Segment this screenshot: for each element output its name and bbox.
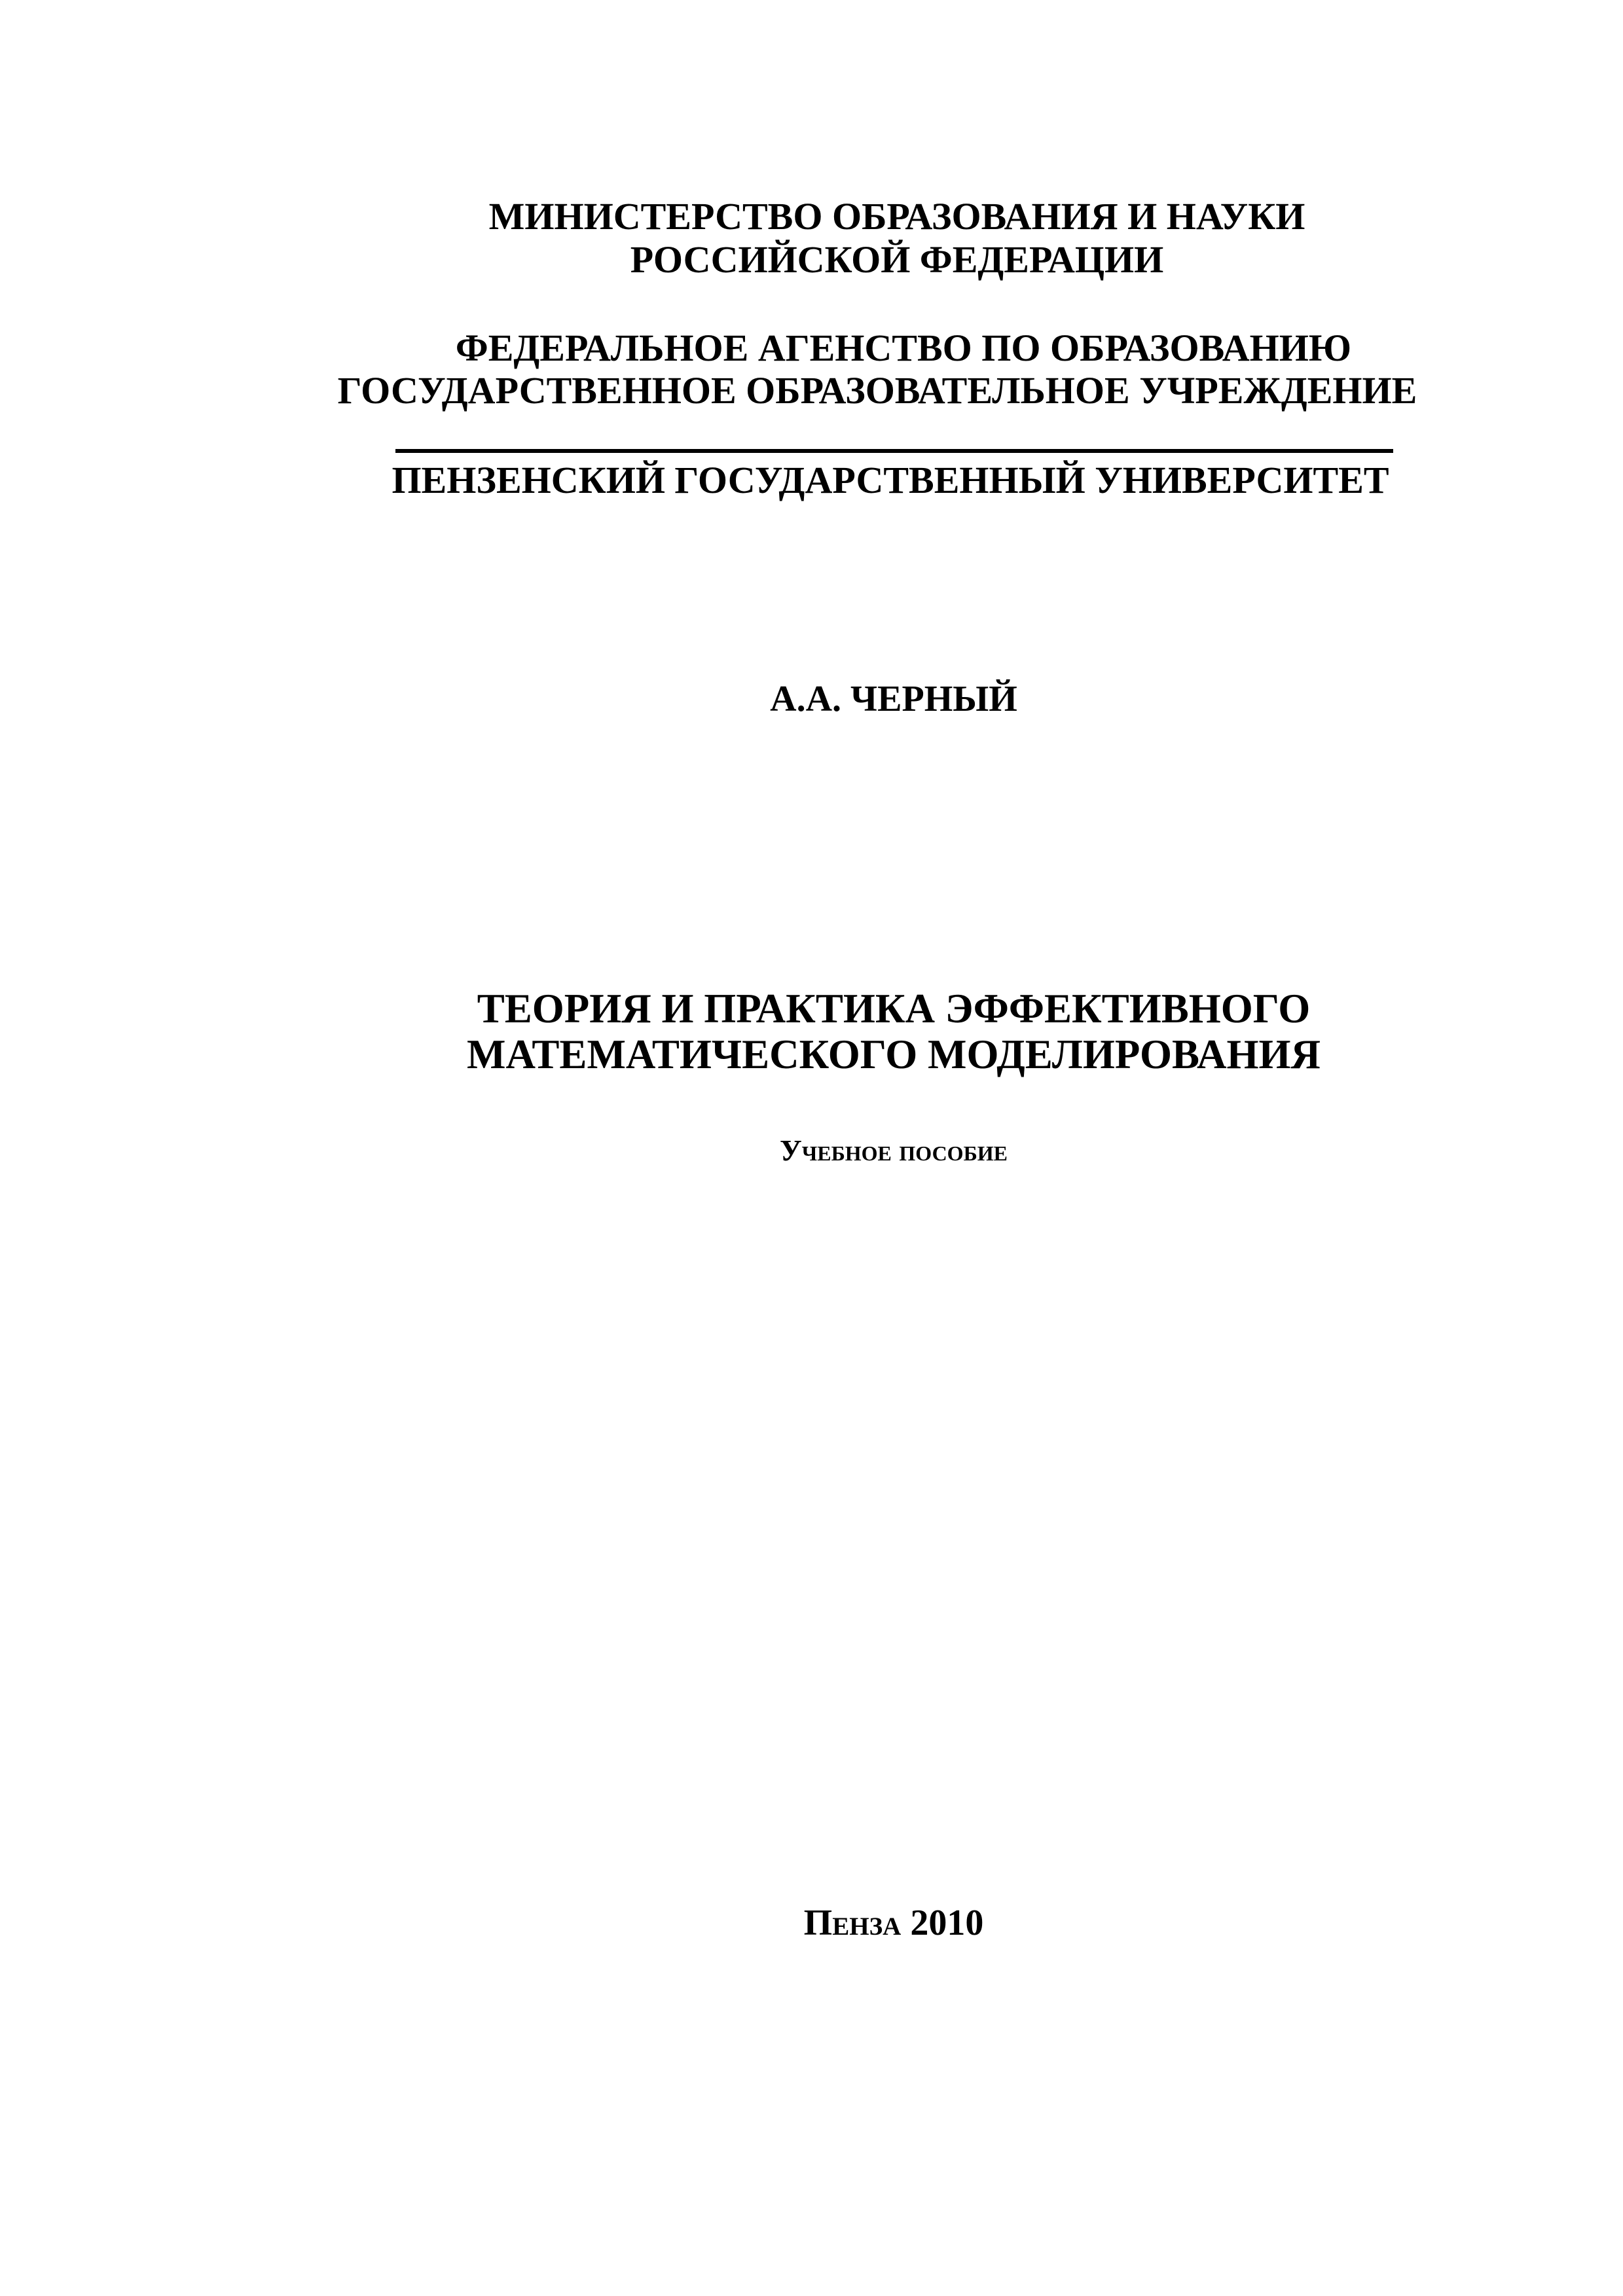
author-name: А.А. ЧЕРНЫЙ bbox=[770, 679, 1017, 719]
agency-line-1: ФЕДЕРАЛЬНОЕ АГЕНСТВО ПО ОБРАЗОВАНИЮ bbox=[455, 327, 1352, 369]
header-divider bbox=[395, 449, 1393, 453]
agency-line-2: ГОСУДАРСТВЕННОЕ ОБРАЗОВАТЕЛЬНОЕ УЧРЕЖДЕНИЕ bbox=[337, 369, 1417, 412]
book-title-line-2: МАТЕМАТИЧЕСКОГО МОДЕЛИРОВАНИЯ bbox=[466, 1031, 1321, 1077]
ministry-line-1: МИНИСТЕРСТВО ОБРАЗОВАНИЯ И НАУКИ bbox=[488, 195, 1305, 238]
university-name: ПЕНЗЕНСКИЙ ГОСУДАРСТВЕННЫЙ УНИВЕРСИТЕТ bbox=[392, 459, 1389, 501]
book-title-line-1: ТЕОРИЯ И ПРАКТИКА ЭФФЕКТИВНОГО bbox=[477, 986, 1311, 1031]
book-subtitle: Учебное пособие bbox=[780, 1134, 1008, 1167]
city-year: Пенза 2010 bbox=[803, 1903, 984, 1943]
ministry-line-2: РОССИЙСКОЙ ФЕДЕРАЦИИ bbox=[630, 238, 1164, 281]
